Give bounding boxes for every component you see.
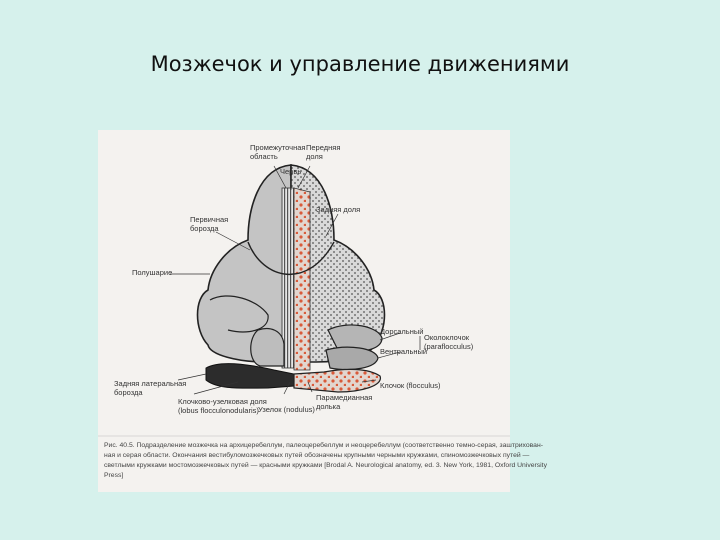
label-flocculus: Клочок (flocculus) xyxy=(380,381,441,390)
paraflocculus-ventral xyxy=(326,347,378,369)
left-tonsil xyxy=(251,329,284,366)
caption-line-4: Press] xyxy=(104,472,124,479)
flocculonodular-lobe-left xyxy=(206,364,294,389)
label-posterior-lobe: Задняя доля xyxy=(316,205,361,214)
label-nodulus: Узелок (nodulus) xyxy=(258,405,315,414)
cerebellum-figure xyxy=(98,130,547,492)
label-anterior-lobe: Передняя доля xyxy=(306,143,341,161)
caption-line-2: ная и серая области. Окончания вестибуломозжечковых путей обозначены крупными черными кружками, спиномозжечковых путей — xyxy=(104,452,530,459)
label-posterolateral-fissure: Задняя латеральная борозда xyxy=(114,379,187,397)
label-flocculonodular-lobe: Клочково-узелковая доля (lobus flocculonodularis) xyxy=(178,397,267,415)
cerebellum-diagram xyxy=(98,130,510,492)
paramedian-region xyxy=(294,188,310,370)
caption-line-3: светлыми кружками мостомозжечковых путей — красными кружками [Brodal A. Neurological anatomy, ed. 3. New York, 1981, Oxford University xyxy=(104,462,547,469)
flocculus-right xyxy=(294,369,380,392)
label-paramedian-lobe: Парамедианная долька xyxy=(316,393,373,411)
label-hemisphere: Полушарие xyxy=(132,268,173,277)
label-vermis: Червь xyxy=(280,167,302,176)
label-dorsal: Дорсальный xyxy=(380,327,424,336)
label-intermediate-zone: Промежуточная область xyxy=(250,143,306,161)
label-paraflocculus: Околоклочок (paraflocculus) xyxy=(424,333,474,351)
slide-title: Мозжечок и управление движениями xyxy=(150,52,570,76)
label-primary-fissure: Первичная борозда xyxy=(190,215,229,233)
caption-line-1: Рис. 40.5. Подразделение мозжечка на архицеребеллум, палеоцеребеллум и неоцеребеллум (соответственно темно-серая, заштрихован- xyxy=(104,442,543,449)
label-ventral: Вентральный xyxy=(380,347,428,356)
